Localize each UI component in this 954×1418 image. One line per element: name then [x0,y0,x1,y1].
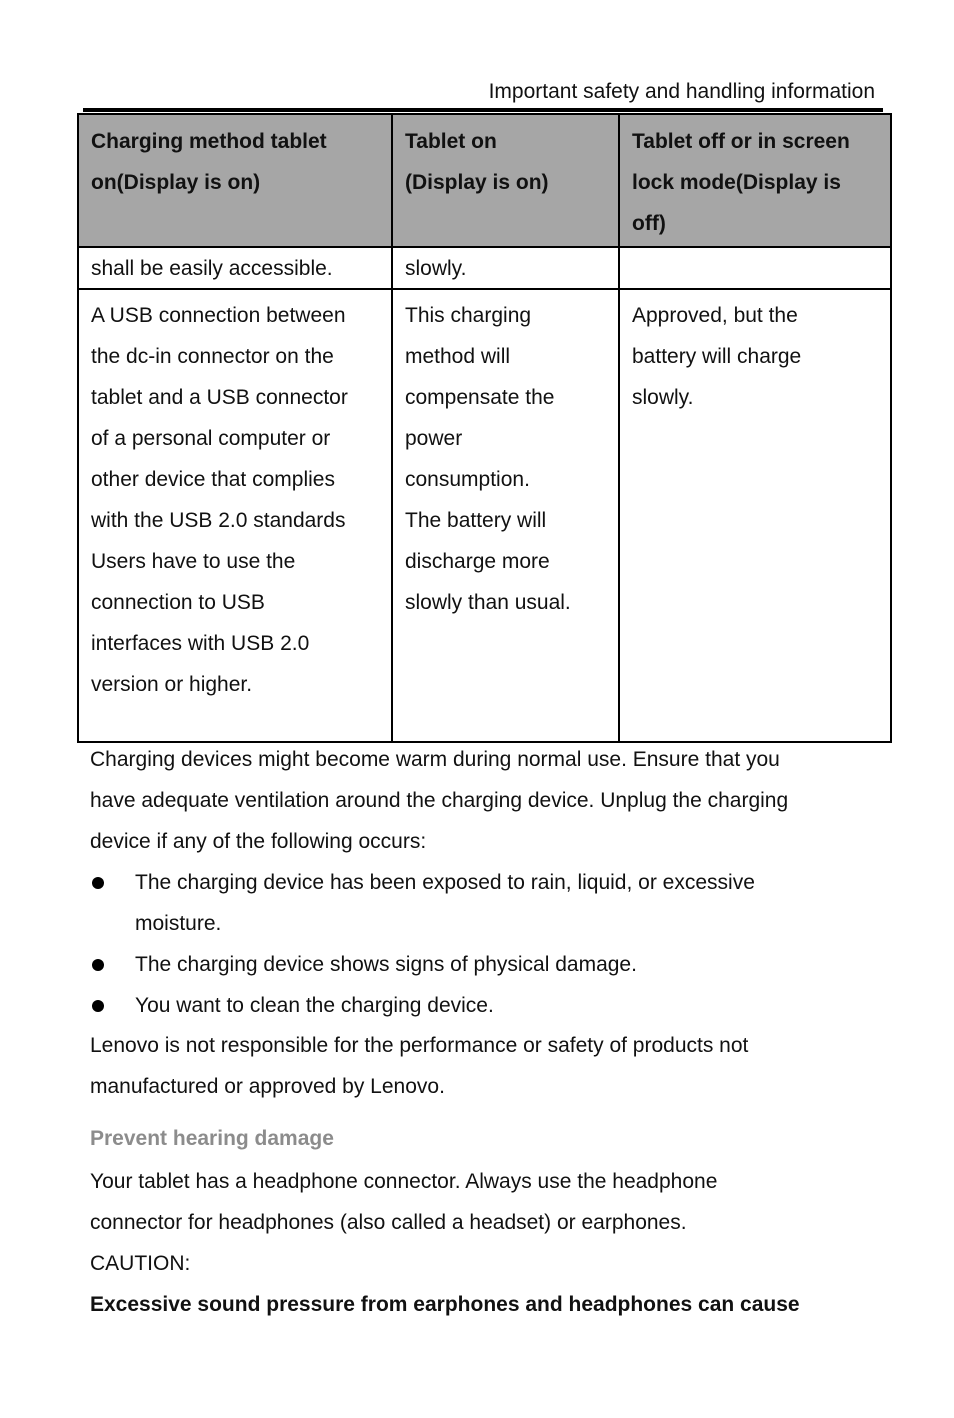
paragraph-line: Your tablet has a headphone connector. Always use the headphone [90,1170,718,1193]
cell-line: slowly. [405,257,467,280]
header-line: Tablet on [405,130,497,153]
list-item-line: The charging device has been exposed to rain, liquid, or excessive [135,871,755,894]
cell-line: slowly. [632,386,694,409]
list-item [90,862,880,944]
cell-line: the dc-in connector on the [91,345,334,368]
cell-line: slowly than usual. [405,591,571,614]
cell-line: with the USB 2.0 standards [91,509,346,532]
cell-line: version or higher. [91,673,253,696]
section-heading: Prevent hearing damage [90,1127,334,1150]
paragraph-line: manufactured or approved by Lenovo. [90,1075,445,1098]
list-item [90,985,880,1026]
column-header-charging-method [78,114,392,247]
headphone-paragraph [90,1161,880,1325]
paragraph-line: Charging devices might become warm during normal use. Ensure that you [90,748,780,771]
cell-line: The battery will [405,509,547,532]
caution-text: Excessive sound pressure from earphones and headphones can cause [90,1293,800,1316]
paragraph-line: device if any of the following occurs: [90,830,427,853]
cell-line: Approved, but the [632,304,798,327]
header-line: Charging method tablet [91,130,327,153]
cell-line: battery will charge [632,345,802,368]
table-row [78,247,891,289]
table-cell [619,289,891,742]
header-rule [83,108,883,112]
cell-line: method will [405,345,511,368]
bullet-dot-icon [92,1000,104,1012]
cell-line: power [405,427,463,450]
cell-line: tablet and a USB connector [91,386,348,409]
list-item-line: You want to clean the charging device. [135,994,494,1017]
cell-line: of a personal computer or [91,427,331,450]
caution-label: CAUTION: [90,1252,191,1275]
header-line: Tablet off or in screen [632,130,850,153]
table-cell [78,289,392,742]
cell-line: compensate the [405,386,555,409]
list-item-line: moisture. [135,912,222,935]
table-cell [78,247,392,289]
header-line: on(Display is on) [91,171,261,194]
cell-line: discharge more [405,550,550,573]
header-line: off) [632,212,666,235]
charging-methods-table [77,113,892,743]
table-header-row [78,114,891,247]
paragraph-line: have adequate ventilation around the charging device. Unplug the charging [90,789,789,812]
paragraph-line: Lenovo is not responsible for the performance or safety of products not [90,1034,749,1057]
list-item [90,944,880,985]
table-cell-empty [619,247,891,289]
disclaimer-paragraph [90,1025,880,1107]
paragraph-line: connector for headphones (also called a headset) or earphones. [90,1211,687,1234]
table-row [78,289,891,742]
cell-line: connection to USB [91,591,265,614]
cell-line: other device that complies [91,468,335,491]
header-line: lock mode(Display is [632,171,841,194]
cell-line: interfaces with USB 2.0 [91,632,310,655]
intro-paragraph [90,739,880,862]
warning-bullet-list [90,862,880,1026]
table-cell [392,247,619,289]
cell-line: consumption. [405,468,530,491]
cell-line: shall be easily accessible. [91,257,333,280]
running-header: Important safety and handling information [488,80,875,103]
cell-line: This charging [405,304,532,327]
column-header-tablet-on [392,114,619,247]
cell-line: A USB connection between [91,304,346,327]
header-line: (Display is on) [405,171,549,194]
list-item-line: The charging device shows signs of physical damage. [135,953,637,976]
table-cell [392,289,619,742]
bullet-dot-icon [92,959,104,971]
column-header-tablet-off [619,114,891,247]
cell-line: Users have to use the [91,550,296,573]
bullet-dot-icon [92,877,104,889]
